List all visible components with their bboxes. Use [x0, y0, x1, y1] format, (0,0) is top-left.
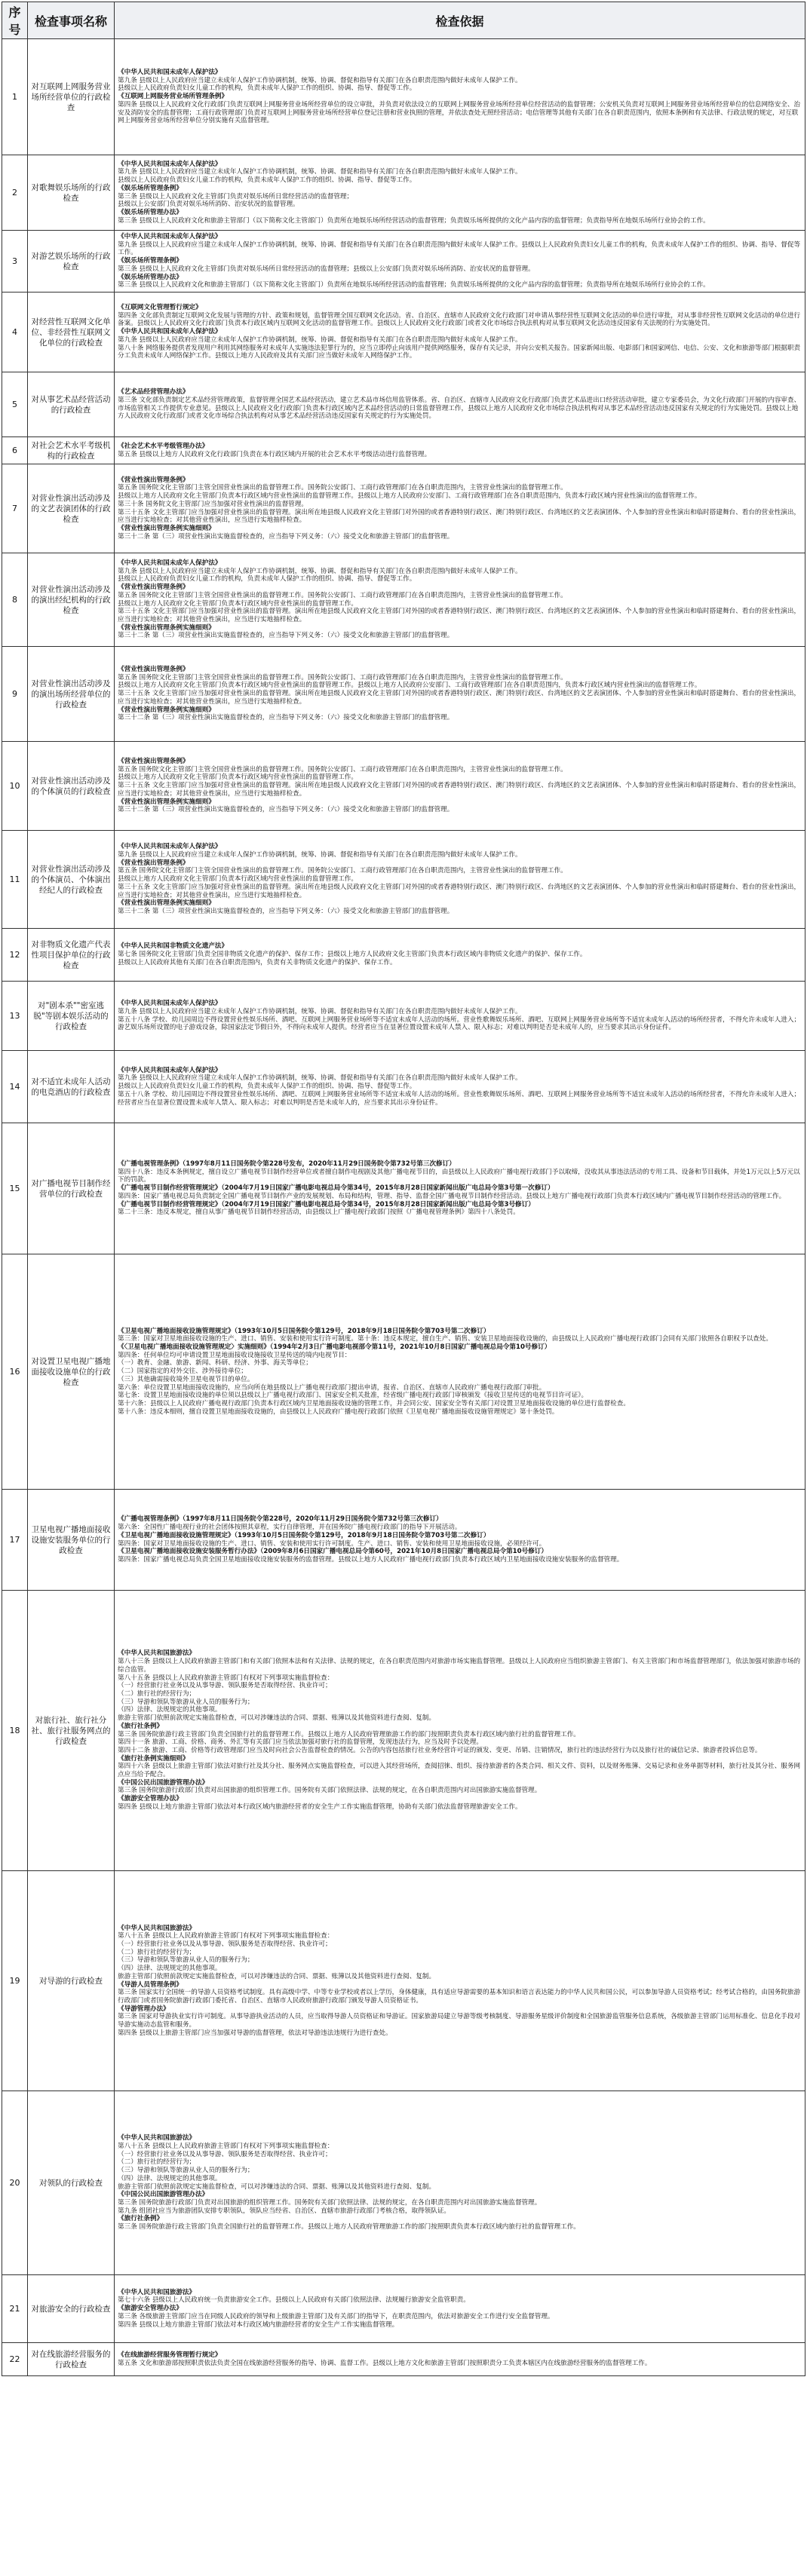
basis-line: 《营业性演出管理条例实施细则》 — [118, 798, 215, 806]
row-number: 1 — [2, 39, 28, 155]
basis-line: 第三十五条 文化主管部门应当加强对营业性演出的监督管理。演出所在地县级人民政府文化主管部门对外国的或者香港特别行政区、澳门特别行政区、台湾地区的文艺表演团体、个人参加的营业性演出和临时搭建舞台、看台的营业性演出，应当进行实地检查；对其他营业性演出，应当进行实地抽样检查。 — [118, 883, 801, 899]
basis-line: （四）法律、法规规定的其他事项。 — [118, 1706, 222, 1714]
inspection-basis — [115, 2275, 805, 2343]
inspection-basis — [115, 1123, 805, 1254]
basis-line: （一）教育、金融、旅游、新闻、科研、经济、外事、海关等单位； — [118, 1359, 312, 1368]
table-row — [2, 1591, 805, 1871]
table-row — [2, 982, 805, 1051]
inspection-item-name: 对社会艺术水平考级机构的行政检查 — [28, 437, 115, 464]
table-row — [2, 1490, 805, 1591]
basis-line: 县级以上人民政府负责妇女儿童工作的机构，负责未成年人保护工作的组织、协调、指导、督促等工作。 — [118, 176, 416, 185]
basis-line: 第七条：设置卫星地面接收设施的单位须以县级以上广播电视行政部门、国家安全机关批准，经省级广播电视行政部门审核颁发《接收卫星传送的电视节目许可证》。 — [118, 1392, 588, 1400]
basis-line: 《广播电视节目制作经营管理规定》（2004年7月19日国家广播电影电视总局令第34号，2015年8月28日国家新闻出版广电总局令第3号修订） — [118, 1200, 535, 1208]
basis-line: 《中华人民共和国旅游法》 — [118, 1924, 196, 1932]
basis-line: 旅游主管部门依照前款规定实施监督检查，可以对涉嫌违法的合同、票据、账簿以及其他资料进行查阅、复制。 — [118, 1714, 436, 1723]
basis-line: 第五条 国务院文化主管部门主管全国营业性演出的监督管理工作。国务院公安部门、工商行政管理部门在各自职责范围内，主管营业性演出的监督管理工作。 — [118, 867, 567, 875]
basis-line: （二）旅行社的经营行为； — [118, 1948, 196, 1956]
basis-line: 第三十五条 文化主管部门应当加强对营业性演出的监督管理。演出所在地县级人民政府文化主管部门对外国的或者香港特别行政区、澳门特别行政区、台湾地区的文艺表演团体、个人参加的营业性演出和临时搭建舞台、看台的营业性演出，应当进行实地检查；对其他营业性演出，应当进行实地抽样检查。 — [118, 508, 801, 525]
basis-line: 第五十八条 学校、幼儿园周边不得设置营业性娱乐场所、酒吧、互联网上网服务营业场所等不适宜未成年人活动的场所。营业性歌舞娱乐场所、酒吧、互联网上网服务营业场所等不适宜未成年人活动的场所经营者，不得允许未成年人进入；经营者应当在显著位置设置未成年人禁入、限入标志；对难以判明是否是未成年人的，应当要求其出示身份证件。 — [118, 1090, 801, 1107]
basis-line: 《营业性演出管理条例》 — [118, 476, 189, 484]
row-number: 11 — [2, 831, 28, 929]
basis-line: （二）旅行社的经营行为； — [118, 1689, 196, 1698]
inspection-basis — [115, 2091, 805, 2275]
basis-line: 第七条 国务院文化主管部门负责全国非物质文化遗产的保护、保存工作；县级以上地方人民政府文化主管部门负责本行政区域内非物质文化遗产的保护、保存工作。 — [118, 951, 587, 959]
row-number: 6 — [2, 437, 28, 464]
basis-line: 第三条 国务院旅游行政部门负责对出国旅游的组织管理工作。国务院有关部门依照法律、法规的规定，在各自职责范围内对出国旅游实施监督管理。 — [118, 1787, 542, 1795]
inspection-basis — [115, 982, 805, 1051]
basis-line: 《营业性演出管理条例》 — [118, 859, 189, 867]
row-number: 2 — [2, 155, 28, 231]
basis-line: 第八十五条 县级以上人民政府旅游主管部门有权对下列事项实施监督检查： — [118, 1674, 334, 1682]
inspection-item-name: 对导游的行政检查 — [28, 1871, 115, 2091]
table-row — [2, 2091, 805, 2275]
basis-line: （三）导游和领队等旅游从业人员的服务行为； — [118, 2167, 254, 2175]
table-row — [2, 39, 805, 155]
row-number: 5 — [2, 372, 28, 437]
inspection-item-name: 对广播电视节目制作经营单位的行政检查 — [28, 1123, 115, 1254]
inspection-item-name: 对营业性演出活动涉及的文艺表演团体的行政检查 — [28, 464, 115, 553]
basis-line: 《娱乐场所管理条例》 — [118, 184, 183, 192]
table-row — [2, 464, 805, 553]
basis-line: 《旅行社条例实施细则》 — [118, 1754, 189, 1763]
basis-line: 《中华人民共和国非物质文化遗产法》 — [118, 942, 229, 951]
inspection-item-name: 卫星电视广播地面接收设施安装服务单位的行政检查 — [28, 1490, 115, 1591]
header-basis: 检查依据 — [115, 2, 805, 39]
basis-line: 第三条 各级旅游主管部门应当在同级人民政府的领导和上级旅游主管部门及有关部门的指导下，在职责范围内，依法对旅游安全工作进行安全监督管理。 — [118, 2312, 554, 2320]
row-number: 3 — [2, 231, 28, 293]
basis-line: 《社会艺术水平考级管理办法》 — [118, 442, 209, 450]
basis-line: 《营业性演出管理条例》 — [118, 758, 189, 766]
basis-line: 第五条 国务院文化主管部门主管全国营业性演出的监督管理工作。国务院公安部门、工商行政管理部门在各自职责范围内，主管营业性演出的监督管理工作。 — [118, 591, 567, 599]
basis-line: 《娱乐场所管理办法》 — [118, 208, 183, 216]
basis-line: 第三条 国务院旅游行政主管部门负责全国旅行社的监督管理工作。县级以上地方人民政府管理旅游工作的部门按照职责负责本行政区域内旅行社的监督管理工作。 — [118, 1730, 580, 1738]
inspection-basis — [115, 742, 805, 831]
basis-line: 第三条 国家对导游执业实行许可制度。从事导游执业活动的人员，应当取得导游人员资格证和导游证。国家旅游局建立导游等级考核制度、导游服务星级评价制度和全国旅游监管服务信息系统，各级旅游主管部门运用标准化、信息化手段对导游实施动态监管和服务。 — [118, 2013, 801, 2029]
basis-line: 第六条：全国性广播电视行业的社会团体按照其章程，实行自律管理，并在国务院广播电视行政部门的指导下开展活动。 — [118, 1524, 462, 1532]
basis-line: 《广播电视节目制作经营管理规定》（2004年7月19日国家广播电影电视总局令第34号，2015年8月28日国家新闻出版广电总局令第3号第一次修订） — [118, 1184, 554, 1193]
basis-line: 《卫星电视广播地面接收设施管理规定》（1993年10月5日国务院令第129号，2018年9月18日国务院令第703号第二次修订） — [118, 1327, 490, 1335]
row-number: 16 — [2, 1254, 28, 1490]
basis-line: （三）导游和领队等旅游从业人员的服务行为； — [118, 1698, 254, 1706]
basis-line: 《中华人民共和国旅游法》 — [118, 1649, 196, 1658]
table-row — [2, 437, 805, 464]
basis-line: 《营业性演出管理条例实施细则》 — [118, 623, 215, 632]
basis-line: 第五条 国务院文化主管部门主管全国营业性演出的监督管理工作。国务院公安部门、工商行政管理部门在各自职责范围内，主管营业性演出的监督管理工作。 — [118, 484, 567, 492]
basis-line: 第九条 县级以上人民政府应当建立未成年人保护工作协调机制，统筹、协调、督促和指导有关部门在各自职责范围内做好未成年人保护工作。 — [118, 335, 522, 344]
inspection-item-name: 对旅行社、旅行社分社、旅行社服务网点的行政检查 — [28, 1591, 115, 1871]
basis-line: 第九条 县级以上人民政府应当建立未成年人保护工作协调机制，统筹、协调、督促和指导有关部门在各自职责范围内做好未成年人保护工作。 — [118, 567, 522, 575]
basis-line: 第四十八条：违反本条例规定，擅自设立广播电视节目制作经营单位或者擅自制作电视剧及其他广播电视节目的，由县级以上人民政府广播电视行政部门予以取缔，没收其从事违法活动的专用工具、设备和节目载体，并处1万元以上5万元以下的罚款。 — [118, 1168, 800, 1184]
basis-line: 第三十条 国务院文化主管部门应当加强对营业性演出的监督管理。 — [118, 500, 308, 508]
basis-line: 第三条 国务院旅游行政主管部门负责全国旅行社的监督管理工作。县级以上地方人民政府管理旅游工作的部门按照职责负责本行政区域内旅行社的监督管理工作。 — [118, 2223, 580, 2231]
inspection-basis — [115, 464, 805, 553]
basis-line: 第二十三条：违反本规定，擅自从事广播电视节目制作经营活动，由县级以上广播电视行政部门按照《广播电视管理条例》第四十八条处罚。 — [118, 1208, 520, 1217]
basis-line: 第九条 县级以上人民政府应当建立未成年人保护工作协调机制，统筹、协调、督促和指导有关部门在各自职责范围内做好未成年人保护工作。县级以上人民政府负责妇女儿童工作的机构，负责未成年人保护工作的组织、协调、指导、督促等工作。 — [118, 240, 801, 257]
basis-line: 《广播电视管理条例》（1997年8月11日国务院令第228号，2020年11月29日国务院令第732号第三次修订） — [118, 1515, 443, 1524]
basis-line: 第九条 县级以上人民政府应当建立未成年人保护工作协调机制，统筹、协调、督促和指导有关部门在各自职责范围内做好未成年人保护工作。 — [118, 168, 522, 176]
row-number: 22 — [2, 2343, 28, 2376]
basis-line: 第四条 县级以上人民政府文化行政部门负责互联网上网服务营业场所经营单位的设立审批，并负责对依法设立的互联网上网服务营业场所经营单位经营活动的监督管理；公安机关负责对互联网上网服务营业场所经营单位的信息网络安全、治安及消防安全的监督管理；工商行政管理部门负责对互联网上网服务营业场所经营单位登记注册和营业执照的管理，并依法查处无照经营活动；电信管理等其他有关部门在各自职责范围内，依照本条例和有关法律、行政法规的规定，对互联网上网服务营业场所经营单位分别实施有关监督管理。 — [118, 100, 801, 125]
basis-line: 县级以上地方人民政府文化主管部门负责本行政区域内营业性演出的监督管理工作。县级以上地方人民政府公安部门、工商行政管理部门在各自职责范围内，负责本行政区域内营业性演出的监督管理工作。 — [118, 492, 701, 501]
table-row — [2, 231, 805, 293]
basis-line: 《卫星电视广播地面接收设施管理规定》（1993年10月5日国务院令第129号，2018年9月18日国务院令第703号第二次修订） — [118, 1531, 490, 1539]
basis-line: 第四条 县级以上旅游主管部门应当加强对导游的监督管理，依法对导游违法违规行为进行查处。 — [118, 2029, 392, 2037]
basis-line: （三）导游和领队等旅游从业人员的服务行为； — [118, 1956, 254, 1965]
basis-line: （四）法律、法规规定的其他事项。 — [118, 1965, 222, 1973]
basis-line: 旅游主管部门依照前款规定实施监督检查，可以对涉嫌违法的合同、票据、账簿以及其他资料进行查阅、复制。 — [118, 2182, 436, 2191]
basis-line: 县级以上地方人民政府文化主管部门负责本行政区域内营业性演出的监督管理工作。县级以上地方人民政府公安部门、工商行政管理部门在各自职责范围内，负责本行政区域内营业性演出的监督管理工作。 — [118, 682, 701, 690]
basis-line: 《中华人民共和国未成年人保护法》 — [118, 843, 222, 851]
table-row — [2, 293, 805, 372]
basis-line: 第八十条 网络服务提供者发现用户利用其网络服务对未成年人实施违法犯罪行为的，应当立即停止向该用户提供网络服务，保存有关记录，并向公安机关报告。国家新闻出版、电影部门和国家网信、电信、公安、文化和旅游等部门根据职责分工负责未成年人网络保护工作。县级以上地方人民政府及其有关部门应当做好未成年人网络保护工作。 — [118, 344, 801, 360]
inspection-basis — [115, 437, 805, 464]
inspection-item-name: 对领队的行政检查 — [28, 2091, 115, 2275]
inspection-item-name: 对互联网上网服务营业场所经营单位的行政检查 — [28, 39, 115, 155]
table-row — [2, 647, 805, 742]
table-row — [2, 831, 805, 929]
table-row — [2, 929, 805, 982]
inspection-basis — [115, 2343, 805, 2376]
basis-line: （一）经营旅行社业务以及从事导游、领队服务是否取得经营、执业许可； — [118, 1940, 332, 1948]
basis-line: 《卫星电视广播地面接收设施安装服务暂行办法》（2009年8月6日国家广播电视总局令第60号，2021年10月8日国家广播电视总局令第10号修订） — [118, 1548, 548, 1556]
row-number: 4 — [2, 293, 28, 372]
basis-line: （三）其他确需接收境外卫星电视节目的单位。 — [118, 1375, 254, 1383]
basis-line: 第五条 国务院文化主管部门主管全国营业性演出的监督管理工作。国务院公安部门、工商行政管理部门在各自职责范围内，主管营业性演出的监督管理工作。 — [118, 765, 567, 773]
row-number: 17 — [2, 1490, 28, 1591]
basis-line: 《营业性演出管理条例实施细则》 — [118, 524, 215, 532]
basis-line: 第三条 县级以上人民政府文化主管部门负责对娱乐场所日常经营活动的监督管理； — [118, 192, 354, 201]
row-number: 10 — [2, 742, 28, 831]
basis-line: 第三条 县级以上人民政府文化和旅游主管部门（以下简称文化主管部门）负责所在地娱乐场所经营活动的监督管理；负责娱乐场所提供的文化产品内容的监督管理；负责指导所在地娱乐场所行业协会的工作。 — [118, 216, 710, 225]
basis-line: 第四十二条 旅游、工商、价格等行政管理部门应当及时向社会公告监督检查的情况。公告的内容包括旅行社业务经营许可证的颁发、变更、吊销、注销情况，旅行社的违法经营行为以及旅行社的诚信记录、旅游者投诉信息等。 — [118, 1746, 762, 1754]
basis-line: 第三十二条 第（三）项营业性演出实施监督检查的，应当指导下列义务：（六）接受文化和旅游主管部门的监督管理。 — [118, 806, 454, 814]
basis-line: 《旅行社条例》 — [118, 2215, 164, 2223]
inspection-basis — [115, 1871, 805, 2091]
inspection-item-name: 对"剧本杀""密室逃脱"等剧本娱乐活动的行政检查 — [28, 982, 115, 1051]
basis-line: 第四条：任何单位均可申请设置卫星地面接收设施接收卫星传送的境内电视节目： — [118, 1351, 351, 1359]
basis-line: 《中华人民共和国未成年人保护法》 — [118, 69, 222, 77]
basis-line: 《中华人民共和国未成年人保护法》 — [118, 1066, 222, 1074]
basis-line: 第四条 文化部负责制定互联网文化发展与管理的方针、政策和规划，监督管理全国互联网文化活动。省、自治区、直辖市人民政府文化行政部门对申请从事经营性互联网文化活动的单位进行审批，对从事非经营性互联网文化活动的单位进行备案。县级以上人民政府文化行政部门负责本行政区域内互联网文化活动的监督管理工作。县级以上人民政府文化行政部门或者文化市场综合执法机构对从事互联网文化活动违反国家有关法规的行为实施处罚。 — [118, 311, 801, 328]
basis-line: 第三十五条 文化主管部门应当加强对营业性演出的监督管理。演出所在地县级人民政府文化主管部门对外国的或者香港特别行政区、澳门特别行政区、台湾地区的文艺表演团体、个人参加的营业性演出和临时搭建舞台、看台的营业性演出，应当进行实地检查；对其他营业性演出，应当进行实地抽样检查。 — [118, 782, 801, 798]
basis-line: 《营业性演出管理条例实施细则》 — [118, 706, 215, 714]
basis-line: 第三十二条 第（三）项营业性演出实施监督检查的，应当指导下列义务：（六）接受文化和旅游主管部门的监督管理。 — [118, 907, 454, 915]
row-number: 20 — [2, 2091, 28, 2275]
inspection-basis — [115, 1051, 805, 1123]
basis-line: 《中华人民共和国未成年人保护法》 — [118, 559, 222, 567]
basis-line: 第三条 县级以上人民政府文化和旅游主管部门（以下简称文化主管部门）负责所在地娱乐场所经营活动的监督管理；负责娱乐场所提供的文化产品内容的监督管理；负责指导所在地娱乐场所行业协会的工作。 — [118, 281, 710, 289]
basis-line: 第四条：国家对卫星地面接收设施的生产、进口、销售、安装和使用实行许可制度。生产、进口、销售、安装和使用卫星地面接收设施，必须经许可。 — [118, 1539, 546, 1548]
inspection-item-name: 对歌舞娱乐场所的行政检查 — [28, 155, 115, 231]
inspection-table — [2, 2, 805, 2376]
row-number: 15 — [2, 1123, 28, 1254]
row-number: 13 — [2, 982, 28, 1051]
basis-line: 县级以上地方人民政府文化主管部门负责本行政区域内营业性演出的监督管理工作。 — [118, 773, 357, 782]
basis-line: 第四条 县级以上地方旅游主管部门依法对本行政区域内旅游经营者的安全生产工作实施监督管理。 — [118, 2320, 399, 2329]
basis-line: 第三十五条 文化主管部门应当加强对营业性演出的监督管理。演出所在地县级人民政府文化主管部门对外国的或者香港特别行政区、澳门特别行政区、台湾地区的文艺表演团体、个人参加的营业性演出和临时搭建舞台、看台的营业性演出，应当进行实地检查；对其他营业性演出，应当进行实地抽样检查。 — [118, 608, 801, 623]
row-number: 9 — [2, 647, 28, 742]
table-header-row — [2, 2, 805, 39]
basis-line: 第八十五条 县级以上人民政府旅游主管部门有权对下列事项实施监督检查： — [118, 1932, 334, 1940]
basis-line: 《旅游安全管理办法》 — [118, 2305, 183, 2313]
basis-line: （二）旅行社的经营行为； — [118, 2158, 196, 2167]
inspection-basis — [115, 647, 805, 742]
basis-line: 第五条 文化和旅游部按照职责依法负责全国在线旅游经营服务的指导、协调、监督工作。县级以上地方文化和旅游主管部门按照职责分工负责本辖区内在线旅游经营服务的监督管理工作。 — [118, 2359, 652, 2367]
inspection-item-name: 对经营性互联网文化单位、非经营性互联网文化单位的行政检查 — [28, 293, 115, 372]
basis-line: 《导游管理办法》 — [118, 2005, 170, 2013]
basis-line: 第三条 县级以上人民政府文化主管部门负责对娱乐场所日常经营活动的监督管理；县级以上公安部门负责对娱乐场所消防、治安状况的监督管理。 — [118, 265, 535, 273]
basis-line: 第四十六条 县级以上旅游主管部门依法对旅行社及其分社、服务网点实施监督检查，可以进入其经营场所，查阅招徕、组织、接待旅游者的各类合同、相关文件、资料，以及财务账簿、交易记录和业务单据等材料，旅行社及其分社、服务网点应当给予配合。 — [118, 1763, 801, 1779]
basis-line: 第三十二条 第（三）项营业性演出实施监督检查的，应当指导下列义务：（六）接受文化和旅游主管部门的监督管理。 — [118, 632, 454, 640]
basis-line: 《艺术品经营管理办法》 — [118, 388, 189, 397]
inspection-basis — [115, 231, 805, 293]
table-row — [2, 742, 805, 831]
basis-line: 旅游主管部门依照前款规定实施监督检查，可以对涉嫌违法的合同、票据、账簿以及其他资料进行查阅、复制。 — [118, 1972, 436, 1980]
row-number: 14 — [2, 1051, 28, 1123]
basis-line: （一）经营旅行社业务以及从事导游、领队服务是否取得经营、执业许可； — [118, 1682, 332, 1690]
basis-line: 县级以上地方人民政府文化主管部门负责本行政区域内营业性演出的监督管理工作。 — [118, 599, 357, 608]
basis-line: 第四条 县级以上地方旅游主管部门依法对本行政区域内旅游经营者的安全生产工作实施监督管理，协助有关部门依法监督管理旅游安全工作。 — [118, 1803, 522, 1811]
inspection-basis — [115, 929, 805, 982]
basis-line: 第三条 国家实行全国统一的导游人员资格考试制度。具有高级中学、中等专业学校或者以上学历，身体健康，具有适应导游需要的基本知识和语言表达能力的中华人民共和国公民，可以参加导游人员资格考试；经考试合格的，由国务院旅游行政部门或者国务院旅游行政部门委托省、自治区、直辖市人民政府旅游行政部门颁发导游人员资格证书。 — [118, 1989, 801, 2005]
basis-line: 第三条 文化部负责制定艺术品经营管理政策，监督管理全国艺术品经营活动，建立艺术品市场信用监管体系。省、自治区、直辖市人民政府文化行政部门负责艺术品进出口经营活动审批，建立专家委员会，为文化行政部门开展的内容审查、市场监管相关工作提供专业意见。县级以上人民政府文化行政部门负责本行政区域内艺术品经营活动的日常监督管理工作，县级以上地方人民政府文化市场综合执法机构对从事艺术品经营活动违反国家有关规定的行为实施处罚。县级以上地方人民政府文化行政部门或者文化市场综合执法机构对从事艺术品经营活动违反国家有关规定的行为实施处罚。 — [118, 396, 801, 421]
basis-line: 县级以上人民政府负责妇女儿童工作的机构，负责未成年人保护工作的组织、协调、指导、督促等工作。 — [118, 575, 416, 584]
inspection-item-name: 对营业性演出活动涉及的个体演员、个体演出经纪人的行政检查 — [28, 831, 115, 929]
row-number: 18 — [2, 1591, 28, 1871]
basis-line: 《旅游安全管理办法》 — [118, 1795, 183, 1803]
inspection-item-name: 对营业性演出活动涉及的个体演员的行政检查 — [28, 742, 115, 831]
inspection-item-name: 对营业性演出活动涉及的演出经纪机构的行政检查 — [28, 553, 115, 647]
basis-line: 县级以上人民政府负责妇女儿童工作的机构，负责未成年人保护工作的组织、协调、指导、督促等工作。 — [118, 84, 416, 93]
basis-line: 《中华人民共和国未成年人保护法》 — [118, 1000, 222, 1008]
basis-line: 《旅行社条例》 — [118, 1722, 164, 1730]
inspection-basis — [115, 1490, 805, 1591]
inspection-item-name: 对旅游安全的行政检查 — [28, 2275, 115, 2343]
table-row — [2, 1051, 805, 1123]
header-no: 序号 — [2, 2, 28, 39]
basis-line: 第五条 国务院文化主管部门主管全国营业性演出的监督管理工作。国务院公安部门、工商行政管理部门在各自职责范围内，主管营业性演出的监督管理工作。 — [118, 673, 567, 682]
table-row — [2, 372, 805, 437]
row-number: 12 — [2, 929, 28, 982]
table-row — [2, 155, 805, 231]
inspection-basis — [115, 831, 805, 929]
basis-line: 《互联网上网服务营业场所管理条例》 — [118, 93, 229, 101]
basis-line: 第五条 县级以上地方人民政府文化行政部门负责在本行政区域内开展的社会艺术水平考级活动进行监督管理。 — [118, 450, 431, 458]
basis-line: 第四十一条 旅游、工商、价格、商务、外汇等有关部门应当依法加强对旅行社的监督管理，发现违法行为，应当及时予以处理。 — [118, 1738, 483, 1747]
inspection-item-name: 对从事艺术品经营活动的行政检查 — [28, 372, 115, 437]
basis-line: （一）经营旅行社业务以及从事导游、领队服务是否取得经营、执业许可； — [118, 2150, 332, 2158]
basis-line: 《中华人民共和国未成年人保护法》 — [118, 160, 222, 168]
basis-line: 《导游人员管理条例》 — [118, 1980, 183, 1989]
basis-line: 第九条 县级以上人民政府应当建立未成年人保护工作协调机制，统筹、协调、督促和指导有关部门在各自职责范围内做好未成年人保护工作。 — [118, 76, 522, 84]
basis-line: 第四条：国家广播电视总局负责全国卫星地面接收设施安装服务的监督管理。县级以上地方人民政府广播电视行政部门负责本行政区域内卫星地面接收设施安装服务的监督管理。 — [118, 1555, 624, 1564]
inspection-basis — [115, 1254, 805, 1490]
inspection-basis — [115, 39, 805, 155]
table-row — [2, 1254, 805, 1490]
basis-line: 县级以上人民政府负责妇女儿童工作的机构，负责未成年人保护工作的组织、协调、指导、督促等工作。 — [118, 1083, 416, 1091]
table-row — [2, 1871, 805, 2091]
basis-line: 《中华人民共和国未成年人保护法》 — [118, 233, 222, 241]
basis-line: 《中华人民共和国未成年人保护法》 — [118, 328, 222, 336]
table-row — [2, 2343, 805, 2376]
inspection-item-name: 对营业性演出活动涉及的演出场所经营单位的行政检查 — [28, 647, 115, 742]
inspection-basis — [115, 293, 805, 372]
basis-line: 第七十六条 县级以上人民政府统一负责旅游安全工作。县级以上人民政府有关部门依照法律、法规履行旅游安全监管职责。 — [118, 2296, 470, 2305]
inspection-basis — [115, 155, 805, 231]
basis-line: 第三十五条 文化主管部门应当加强对营业性演出的监督管理。演出所在地县级人民政府文化主管部门对外国的或者香港特别行政区、澳门特别行政区、台湾地区的文艺表演团体、个人参加的营业性演出和临时搭建舞台、看台的营业性演出，应当进行实地检查；对其他营业性演出，应当进行实地抽样检查。 — [118, 690, 801, 706]
basis-line: 第五十八条 学校、幼儿园周边不得设置营业性娱乐场所、酒吧、互联网上网服务营业场所等不适宜未成年人活动的场所。营业性歌舞娱乐场所、酒吧、互联网上网服务营业场所等不适宜未成年人活动的场所经营者，不得允许未成年人进入；游艺娱乐场所设置的电子游戏设备，除国家法定节假日外，不得向未成年人提供。经营者应当在显著位置设置未成年人禁入、限入标志；对难以判明是否是未成年人的，应当要求其出示身份证件。 — [118, 1015, 801, 1032]
basis-line: 《在线旅游经营服务管理暂行规定》 — [118, 2351, 222, 2359]
basis-line: 《营业性演出管理条例》 — [118, 666, 189, 674]
basis-line: 《中国公民出国旅游管理办法》 — [118, 2191, 209, 2199]
inspection-item-name: 对设置卫星电视广播地面接收设施单位的行政检查 — [28, 1254, 115, 1490]
basis-line: 《〈卫星电视广播地面接收设施管理规定〉实施细则》（1994年2月3日广播电影电视部令第11号，2021年10月8日国家广播电视总局令第10号修订） — [118, 1343, 551, 1352]
table-row — [2, 2275, 805, 2343]
basis-line: 《娱乐场所管理办法》 — [118, 273, 183, 281]
basis-line: 第三条：国家对卫星地面接收设施的生产、进口、销售、安装和使用实行许可制度。第十条：违反本规定，擅自生产、销售、安装卫星地面接收设施的，由县级以上人民政府广播电视行政部门会同有关部门依照各自职权予以查处。 — [118, 1335, 772, 1343]
basis-line: 第九条 组团社应当为旅游团队安排专职领队，领队应当经省、自治区、直辖市旅游行政部门考核合格，取得领队证。 — [118, 2207, 451, 2215]
row-number: 7 — [2, 464, 28, 553]
inspection-basis — [115, 553, 805, 647]
basis-line: 第三十二条 第（三）项营业性演出实施监督检查的，应当指导下列义务：（六）接受文化和旅游主管部门的监督管理。 — [118, 532, 454, 541]
basis-line: 第六条：单位设置卫星地面接收设施的，应当向所在地县级以上广播电视行政部门提出申请，报省、自治区、直辖市人民政府广播电视行政部门审批。 — [118, 1383, 546, 1392]
basis-line: 《互联网文化管理暂行规定》 — [118, 304, 202, 312]
row-number: 8 — [2, 553, 28, 647]
basis-line: 第十八条：违反本细则，擅自设置卫星地面接收设施的，由县级以上人民政府广播电视行政部门依照《卫星电视广播地面接收设施管理规定》第十条处罚。 — [118, 1407, 559, 1416]
basis-line: 第十六条：县级以上人民政府广播电视行政部门负责本行政区域内卫星地面接收设施的管理工作，并会同公安、国家安全等有关部门对设置卫星地面接收设施的单位进行监督检查。 — [118, 1399, 630, 1407]
basis-line: （四）法律、法规规定的其他事项。 — [118, 2174, 222, 2182]
basis-line: 《中华人民共和国旅游法》 — [118, 2288, 196, 2296]
basis-line: 《广播电视管理条例》（1997年8月11日国务院令第228号发布，2020年11月29日国务院令第732号第三次修订） — [118, 1160, 456, 1169]
row-number: 19 — [2, 1871, 28, 2091]
basis-line: 第八十三条 县级以上人民政府旅游主管部门和有关部门依照本法和有关法律、法规的规定，在各自职责范围内对旅游市场实施监督管理。县级以上人民政府应当组织旅游主管部门、有关主管部门和市场监督管理部门，依法加强对旅游市场的综合监管。 — [118, 1658, 801, 1674]
basis-line: 县级以上地方人民政府文化主管部门负责本行政区域内营业性演出的监督管理工作。 — [118, 875, 357, 884]
basis-line: 《中国公民出国旅游管理办法》 — [118, 1778, 209, 1787]
basis-line: 县级以上公安部门负责对娱乐场所消防、治安状况的监督管理。 — [118, 201, 299, 209]
basis-line: 第四条：国家广播电视总局负责制定全国广播电视节目制作产业的发展规划、布局和结构，管理、指导、监督全国广播电视节目制作经营活动。县级以上地方广播电视行政部门负责本行政区域内广播电视节目制作经营活动的管理工作。 — [118, 1192, 786, 1200]
table-row — [2, 553, 805, 647]
inspection-item-name: 对不适宜未成年人活动的电竞酒店的行政检查 — [28, 1051, 115, 1123]
table-body — [2, 39, 805, 2376]
basis-line: 第三十二条 第（三）项营业性演出实施监督检查的，应当指导下列义务：（六）接受文化和旅游主管部门的监督管理。 — [118, 714, 454, 722]
basis-line: 第九条 县级以上人民政府应当建立未成年人保护工作协调机制，统筹、协调、督促和指导有关部门在各自职责范围内做好未成年人保护工作。 — [118, 1007, 522, 1015]
basis-line: 《营业性演出管理条例》 — [118, 584, 189, 592]
basis-line: （二）国家指定的对外交往、涉外接待单位； — [118, 1368, 247, 1376]
basis-line: 第八十五条 县级以上人民政府旅游主管部门有权对下列事项实施监督检查： — [118, 2142, 334, 2150]
basis-line: 县级以上人民政府其他有关部门在各自职责范围内，负责有关非物质文化遗产的保护、保存工作。 — [118, 958, 397, 966]
basis-line: 《中华人民共和国旅游法》 — [118, 2134, 196, 2143]
inspection-basis — [115, 372, 805, 437]
basis-line: 《营业性演出管理条例实施细则》 — [118, 899, 215, 908]
basis-line: 第三条 国务院旅游行政部门负责对出国旅游的组织管理工作。国务院有关部门依照法律、法规的规定，在各自职责范围内对出国旅游实施监督管理。 — [118, 2198, 542, 2207]
inspection-basis — [115, 1591, 805, 1871]
inspection-item-name: 对游艺娱乐场所的行政检查 — [28, 231, 115, 293]
basis-line: 第九条 县级以上人民政府应当建立未成年人保护工作协调机制，统筹、协调、督促和指导有关部门在各自职责范围内做好未成年人保护工作。 — [118, 851, 522, 859]
inspection-item-name: 对在线旅游经营服务的行政检查 — [28, 2343, 115, 2376]
basis-line: 第九条 县级以上人民政府应当建立未成年人保护工作协调机制，统筹、协调、督促和指导有关部门在各自职责范围内做好未成年人保护工作。 — [118, 1074, 522, 1083]
header-name: 检查事项名称 — [28, 2, 115, 39]
basis-line: 《娱乐场所管理条例》 — [118, 257, 183, 265]
row-number: 21 — [2, 2275, 28, 2343]
inspection-item-name: 对非物质文化遗产代表性项目保护单位的行政检查 — [28, 929, 115, 982]
table-row — [2, 1123, 805, 1254]
